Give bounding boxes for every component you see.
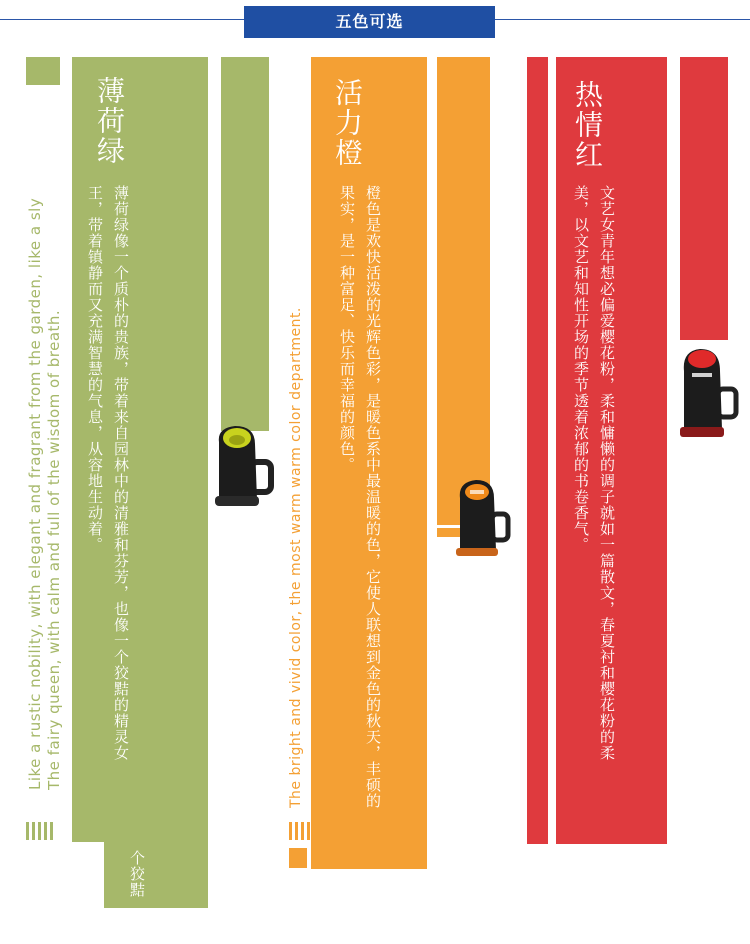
- header-line-left: [0, 19, 244, 20]
- orange-kettle-image: [452, 476, 512, 560]
- orange-bar-decoration: [289, 822, 316, 840]
- green-tall-strip: [221, 57, 269, 431]
- green-side-block: [26, 57, 60, 85]
- red-title: 热情红: [571, 80, 604, 170]
- orange-description: 橙色是欢快活泼的光辉色彩，是暖色系中最温暖的色，它使人联想到金色的秋天，丰硕的果实，是一种富足、快乐而幸福的颜色。: [338, 185, 382, 809]
- red-kettle-image: [676, 345, 740, 441]
- red-left-strip: [527, 57, 548, 844]
- orange-english: The bright and vivid color, the most warm warm color department.: [288, 307, 304, 808]
- green-description-tail: 个狡黠: [128, 850, 146, 898]
- orange-title: 活力橙: [331, 78, 364, 168]
- red-description: 文艺女青年想必偏爱樱花粉，柔和慵懒的调子就如一篇散文，春夏衬和樱花粉的柔美，以文艺和知性开场的季节透着浓郁的书卷香气。: [572, 185, 616, 761]
- header-title: 五色可选: [244, 6, 495, 38]
- green-english-line1: Like a rustic nobility, with elegant and fragrant from the garden, like a sly: [26, 197, 44, 790]
- green-kettle-image: [207, 420, 279, 510]
- green-bar-decoration: [26, 822, 53, 840]
- header-line-right: [495, 19, 750, 20]
- green-description: 薄荷绿像一个质朴的贵族，带着来自园林中的清雅和芬芳，也像一个狡黠的精灵女王，带着镇静而又充满智慧的气息，从容地生动着。: [86, 185, 130, 761]
- green-english-line2: The fairy queen, with calm and full of the wisdom of breath.: [45, 309, 63, 790]
- orange-tall-strip: [437, 57, 490, 525]
- orange-bottom-block: [289, 848, 307, 868]
- green-title: 薄荷绿: [93, 76, 126, 166]
- red-right-strip: [680, 57, 728, 340]
- green-bottom-panel: [104, 842, 208, 908]
